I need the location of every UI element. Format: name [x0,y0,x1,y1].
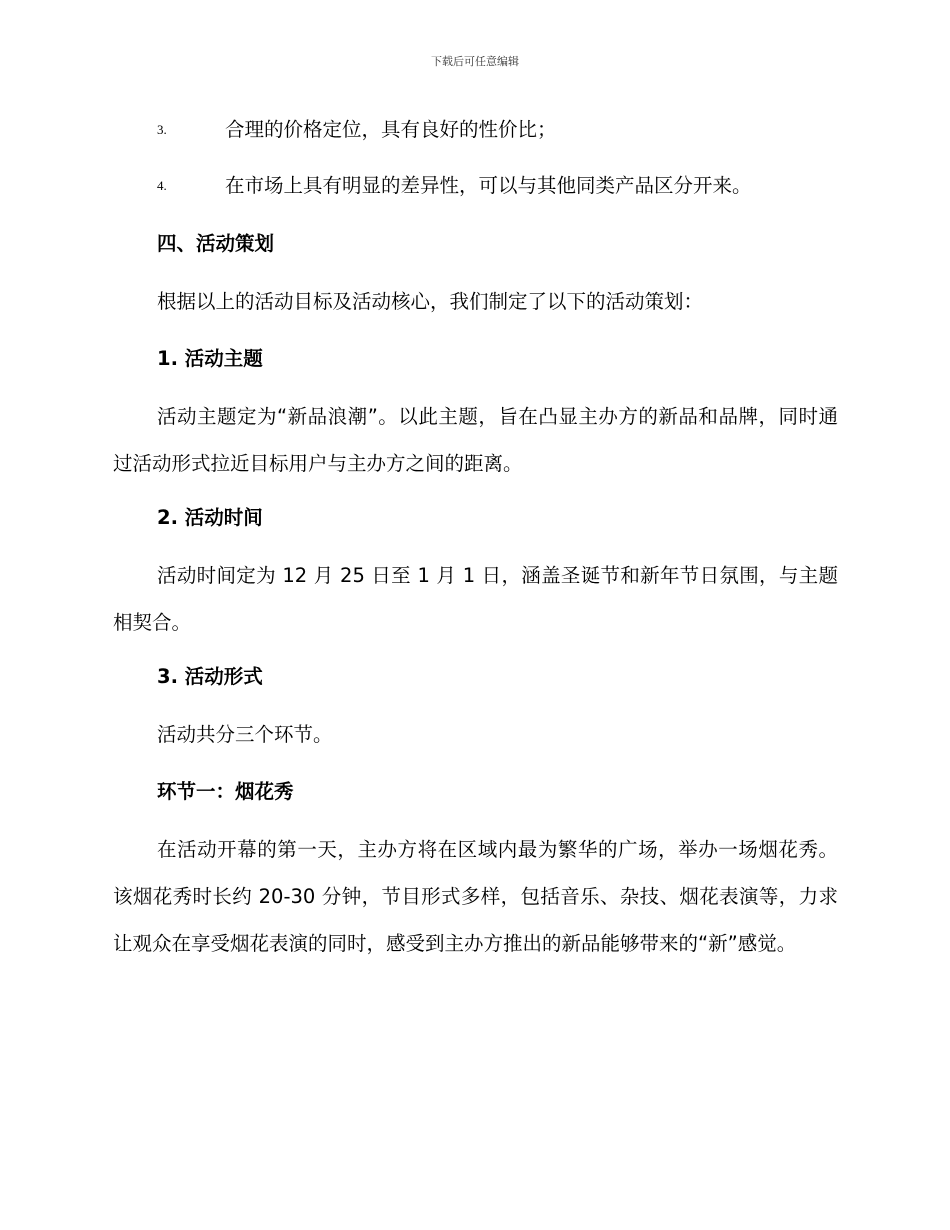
segment-heading: 环节一：烟花秀 [157,780,294,803]
subsection-heading-theme: 1. 活动主题 [157,347,263,370]
list-text: 在市场上具有明显的差异性，可以与其他同类产品区分开来。 [225,174,752,197]
section-intro: 根据以上的活动目标及活动核心，我们制定了以下的活动策划： [157,290,704,313]
subsection-heading-time: 2. 活动时间 [157,506,263,529]
form-paragraph: 活动共分三个环节。 [157,723,333,746]
section-heading: 四、活动策划 [157,232,275,255]
list-number: 3. [157,122,167,137]
list-text: 合理的价格定位，具有良好的性价比； [225,118,557,141]
page-header: 下载后可任意编辑 [431,55,519,68]
theme-paragraph: 活动主题定为“新品浪潮”。以此主题，旨在凸显主办方的新品和品牌，同时通过活动形式拉近目标用户与主办方之间的距离。 [113,405,838,475]
list-number: 4. [157,178,167,193]
time-paragraph: 活动时间定为 12 月 25 日至 1 月 1 日，涵盖圣诞节和新年节日氛围，与主题相契合。 [113,564,838,634]
subsection-heading-form: 3. 活动形式 [157,665,263,688]
segment-paragraph: 在活动开幕的第一天，主办方将在区域内最为繁华的广场，举办一场烟花秀。该烟花秀时长约 20-30 分钟，节目形式多样，包括音乐、杂技、烟花表演等，力求让观众在享受烟花表演的同时，感受到主办方推出的新品能够带来的“新”感觉。 [113,838,838,955]
